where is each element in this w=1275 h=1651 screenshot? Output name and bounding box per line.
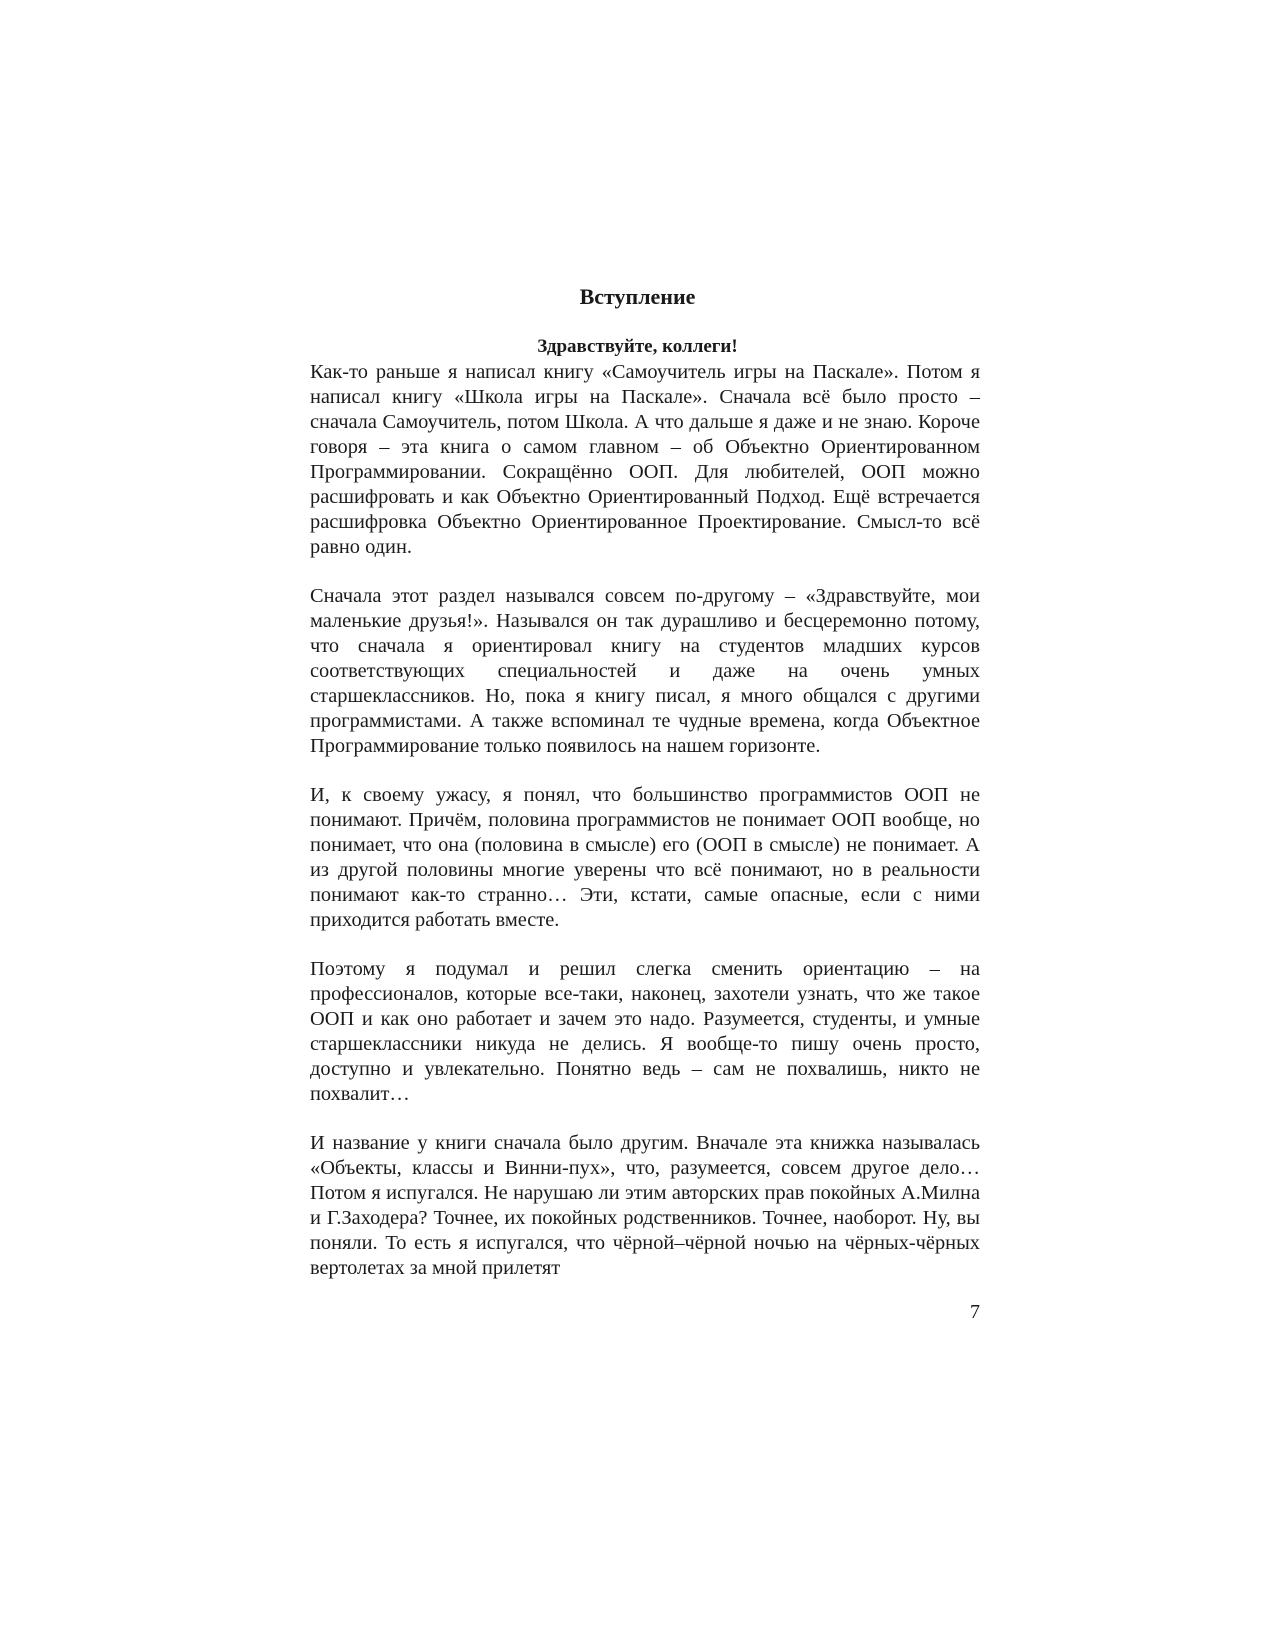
paragraph-4: Поэтому я подумал и решил слегка сменить ориентацию – на профессионалов, которые все-таки, наконец, захотели узнать, что же такое ООП и как оно работает и зачем это надо. Разумеется, студенты, и умные старшеклассники никуда не делись. Я вообще-то пишу очень просто, доступно и увлекательно. Понятно ведь – сам не похвалишь, никто не похвалит… (310, 958, 980, 1105)
paragraph-3: И, к своему ужасу, я понял, что большинство программистов ООП не понимают. Причём, половина программистов не понимает ООП вообще, но понимает, что она (половина в смысле) его (ООП в смысле) не понимает. А из другой половины многие уверены что всё понимают, но в реальности понимают как-то странно… Эти, кстати, самые опасные, если с ними приходится работать вместе. (310, 784, 980, 931)
page-title: Вступление (579, 284, 696, 309)
body-text (310, 360, 980, 1281)
section-subtitle: Здравствуйте, коллеги! (537, 336, 738, 357)
paragraph-1: Как-то раньше я написал книгу «Самоучитель игры на Паскале». Потом я написал книгу «Школа игры на Паскале». Сначала всё было просто – сначала Самоучитель, потом Школа. А что дальше я даже и не знаю. Короче говоря – эта книга о самом главном – об Объектно Ориентированном Программировании. Сокращённо ООП. Для любителей, ООП можно расшифровать и как Объектно Ориентированный Подход. Ещё встречается расшифровка Объектно Ориентированное Проектирование. Смысл-то всё равно один. (310, 361, 980, 558)
page-number: 7 (970, 1301, 980, 1323)
paragraph-5: И название у книги сначала было другим. Вначале эта книжка называлась «Объекты, классы и Винни-пух», что, разумеется, совсем другое дело… Потом я испугался. Не нарушаю ли этим авторских прав покойных А.Милна и Г.Заходера? Точнее, их покойных родственников. Точнее, наоборот. Ну, вы поняли. То есть я испугался, что чёрной–чёрной ночью на чёрных-чёрных вертолетах за мной прилетят (310, 1132, 980, 1279)
paragraph-2: Сначала этот раздел назывался совсем по-другому – «Здравствуйте, мои маленькие друзья!». Назывался он так дурашливо и бесцеремонно потому, что сначала я ориентировал книгу на студентов младших курсов соответствующих специальностей и даже на очень умных старшеклассников. Но, пока я книгу писал, я много общался с другими программистами. А также вспоминал те чудные времена, когда Объектное Программирование только появилось на нашем горизонте. (310, 585, 980, 757)
